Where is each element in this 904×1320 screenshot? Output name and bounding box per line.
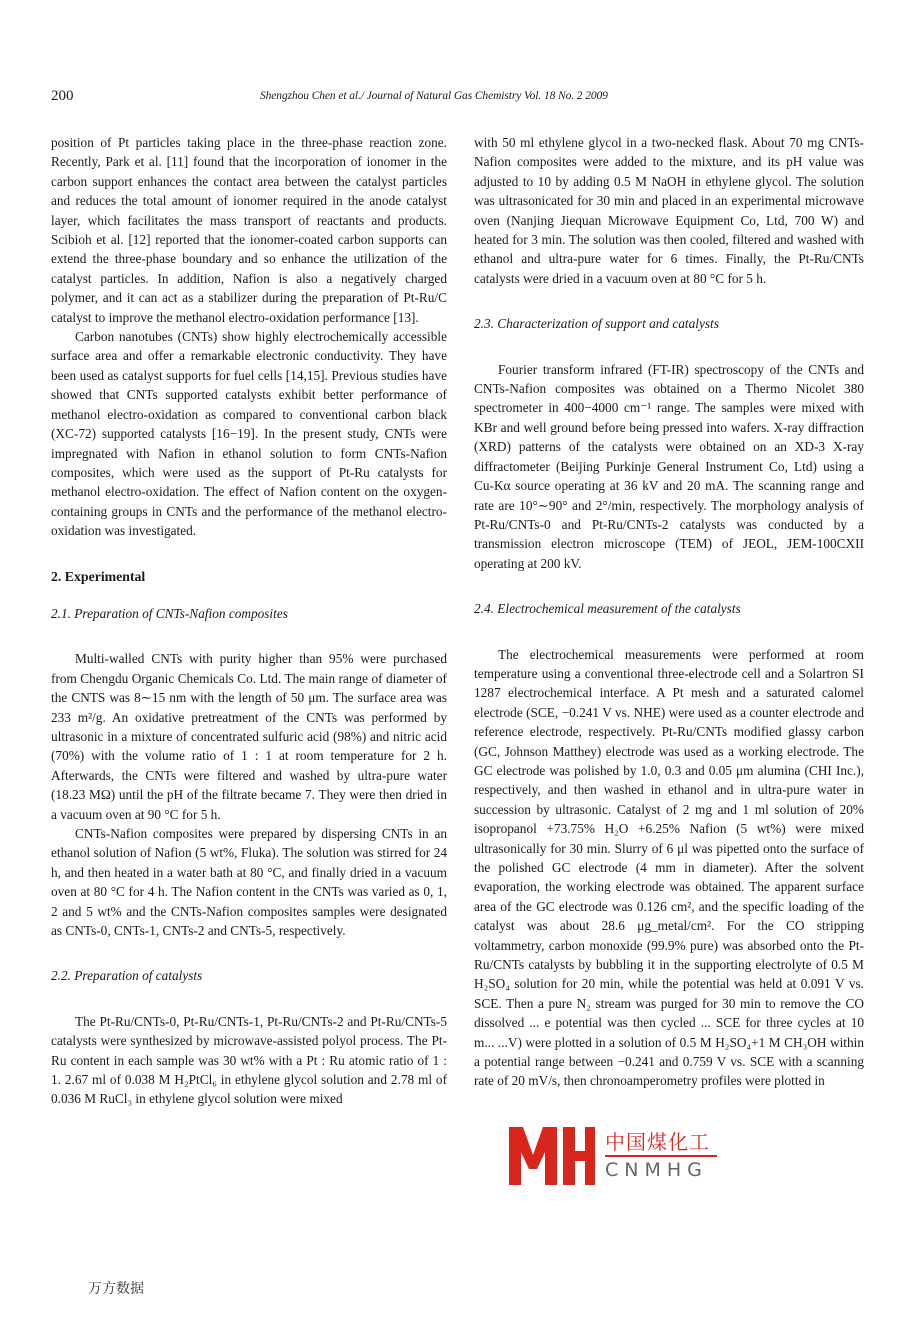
subsection-heading-2-4: 2.4. Electrochemical measurement of the catalysts: [474, 601, 741, 617]
paragraph: The electrochemical measurements were performed at room temperature using a conventional three-electrode cell and a Solartron SI 1287 electrochemical interface. A Pt mesh and a saturated calomel electrode (SCE, −0.241 V vs. NHE) were used as a counter electrode and reference electrode, respectively. Pt-Ru/CNTs modified glassy carbon (GC, Johnson Matthey) electrode was used as a working electrode. The GC electrode was polished by 1.0, 0.3 and 0.05 μm alumina (CHI Inc.), respectively, and then washed in ethanol and in ultra-pure water in succession by ultrasonic. Catalyst of 2 mg and 1 ml solution of 20% isopropanol +73.75% H₂O +6.25% Nafion (5 wt%) were mixed ultrasonically for 30 min. Slurry of 6 μl was pipetted onto the surface of the polished GC electrode (4 mm in diameter). After the solvent evaporation, the working electrode was obtained. The apparent surface area of the GC electrode was 0.126 cm², and the specific loading of the catalyst was about 28.6 μg_metal/cm². For the CO stripping voltammetry, carbon monoxide (99.9% pure) was absorbed onto the Pt-Ru/CNTs catalysts by bubbling it in the supporting electrolyte of 0.5 M H₂SO₄ solution for 20 min, while the potential was held at 0.091 V vs. SCE. Then a pure N₂ stream was purged for 30 min to remove the CO dissolved ... e potential was then cycled ... SCE for three cycles at 10 m... ...V) were plotted in a solution of 0.5 M H₂SO₄+1 M CH₃OH within a potential range between −0.241 and 0.759 V vs. SCE with a scanning rate of 20 mV/s, then chronoamperometry profiles were plotted in: [474, 646, 864, 1089]
watermark-chinese-text: 中国煤化工: [605, 1126, 710, 1155]
paragraph: Fourier transform infrared (FT-IR) spectroscopy of the CNTs and CNTs-Nafion composites was obtained on a Thermo Nicolet 380 spectrometer in 400−4000 cm⁻¹ range. The samples were mixed with KBr and well ground before being pressed into wafers. X-ray diffraction (XRD) patterns of the catalysts were obtained on an XD-3 X-ray diffractometer (Beijing Purkinje General Instrument Co, Ltd) using a Cu-Kα source operating at 36 kV and 20 mA. The scanning range and rate are 10°∼90° and 2°/min, respectively. The morphology analysis of Pt-Ru/CNTs-0 and Pt-Ru/CNTs-2 catalysts was conducted by a transmission electron microscope (TEM) of JEOL, JEM-100CXII operating at 200 kV.: [474, 361, 864, 571]
subsection-heading-2-1: 2.1. Preparation of CNTs-Nafion composites: [51, 605, 288, 621]
paragraph: CNTs-Nafion composites were prepared by dispersing CNTs in an ethanol solution of Nafion (5 wt%, Fluka). The solution was stirred for 24 h, and then heated in a water bath at 80 °C, and finally dried in a vacuum oven at 80 °C for 4 h. The Nafion content in the CNTs was varied as 0, 1, 2 and 5 wt% and the CNTs-Nafion composites samples were designated as CNTs-0, CNTs-1, CNTs-2 and CNTs-5, respectively.: [51, 826, 447, 939]
subsection-heading-2-3: 2.3. Characterization of support and catalysts: [474, 316, 719, 332]
watermark-english-text: CNMHG: [605, 1159, 708, 1181]
cnmhg-logo-icon: [507, 1125, 597, 1187]
right-column: [474, 133, 864, 1091]
paragraph: with 50 ml ethylene glycol in a two-necked flask. About 70 mg CNTs-Nafion composites were added to the mixture, and its pH value was adjusted to 10 by adding 0.5 M NaOH in ethylene glycol. The solution was ultrasonicated for 30 min and placed in an experimental microwave oven (Nanjing Jiequan Microwave Equipment Co, Ltd, 700 W) and heated for 3 min. The solution was then cooled, filtered and washed with ethanol and ultra-pure water for 6 times. Finally, the Pt-Ru/CNTs catalysts were dried in a vacuum oven at 80 °C for 5 h.: [474, 135, 864, 286]
page-number: 200: [51, 88, 74, 104]
left-column: [51, 133, 447, 1109]
section-heading-experimental: 2. Experimental: [51, 568, 146, 584]
watermark-divider: [605, 1155, 717, 1157]
paragraph: position of Pt particles taking place in the three-phase reaction zone. Recently, Park et al. [11] found that the incorporation of ionomer in the carbon support enhances the contact area between the catalyst particles and reduces the total amount of ionomer required in the anode catalyst layer, which facilitates the mass transport of reactants and products. Scibioh et al. [12] reported that the ionomer-coated carbon supports can extend the three-phase boundary and so enhance the utilization of the catalyst particles. In addition, Nafion is also a negatively charged polymer, and it can act as a stabilizer during the preparation of Pt-Ru/C catalyst to improve the methanol electro-oxidation performance [13].: [51, 135, 447, 325]
subsection-heading-2-2: 2.2. Preparation of catalysts: [51, 968, 203, 984]
paragraph: Carbon nanotubes (CNTs) show highly electrochemically accessible surface area and offer a remarkable electronic conductivity. They have been used as catalyst supports for fuel cells [14,15]. Previous studies have showed that CNTs supported catalysts exhibit better performance of methanol electro-oxidation as compared to conventional carbon black (XC-72) supported catalysts [16−19]. In the present study, CNTs were impregnated with Nafion in ethanol solution to form CNTs-Nafion composites, which were used as the support of Pt-Ru catalysts for methanol electro-oxidation. The effect of Nafion content on the oxygen-containing groups in CNTs and the performance of the methanol electro-oxidation was investigated.: [51, 329, 447, 539]
watermark: [507, 1125, 717, 1187]
running-head: Shengzhou Chen et al./ Journal of Natural Gas Chemistry Vol. 18 No. 2 2009: [260, 90, 608, 102]
paragraph: Multi-walled CNTs with purity higher than 95% were purchased from Chengdu Organic Chemicals Co. Ltd. The main range of diameter of the CNTS was 8∼15 nm with the length of 50 μm. The surface area was 233 m²/g. An oxidative pretreatment of the CNTs was performed by ultrasonic in a mixture of concentrated sulfuric acid (98%) and nitric acid (70%) with the volume ratio of 1 : 1 at room temperature for 2 h. Afterwards, the CNTs were filtered and washed by ultra-pure water (18.23 MΩ) until the pH of the filtrate became 7. They were then dried in a vacuum oven at 90 °C for 5 h.: [51, 651, 447, 822]
source-watermark: 万方数据: [88, 1281, 144, 1297]
paragraph: The Pt-Ru/CNTs-0, Pt-Ru/CNTs-1, Pt-Ru/CNTs-2 and Pt-Ru/CNTs-5 catalysts were synthesized by microwave-assisted polyol process. The Pt-Ru content in each sample was 30 wt% with a Pt : Ru atomic ratio of 1 : 1. 2.67 ml of 0.038 M H₂PtCl₆ in ethylene glycol solution and 2.78 ml of 0.036 M RuCl₃ in ethylene glycol solution were mixed: [51, 1013, 447, 1107]
